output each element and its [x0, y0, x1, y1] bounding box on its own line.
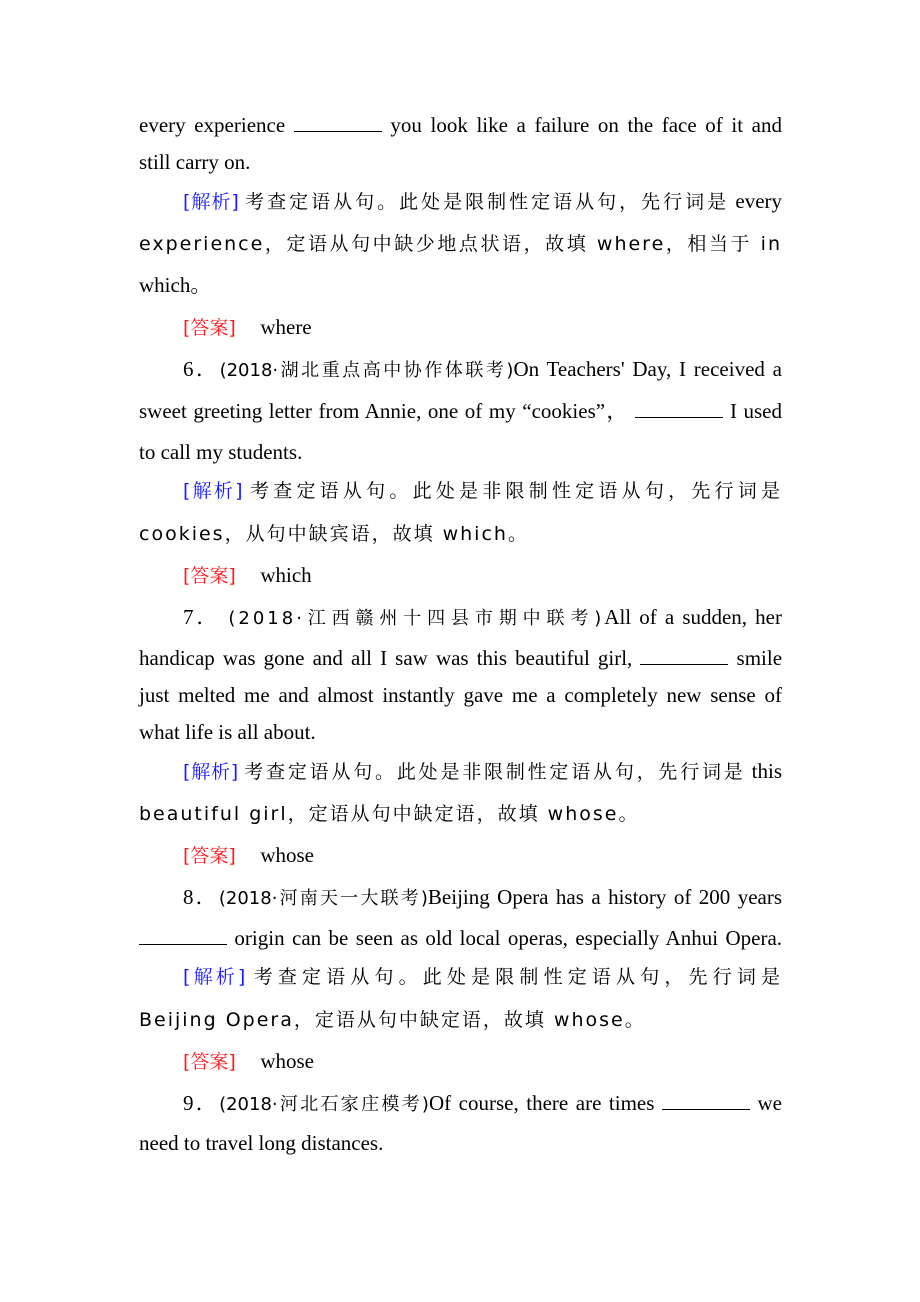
answer-blank — [294, 113, 382, 132]
answer-blank — [139, 926, 227, 945]
q8-stem-line-1 — [183, 885, 782, 909]
question-text: I used — [729, 399, 783, 423]
q5-analysis-line-3 — [139, 273, 211, 297]
q6-analysis-line-2 — [139, 521, 529, 545]
question-source: (2018·江西赣州十四县市期中联考) — [228, 608, 605, 629]
question-text: smile — [736, 646, 783, 670]
analysis-text: this — [751, 759, 782, 783]
question-text: origin can be seen as old local operas, especially Anhui Opera. — [234, 926, 783, 950]
q8-analysis-line-1 — [183, 964, 782, 988]
answer-text: whose — [260, 843, 314, 867]
q6-answer — [183, 563, 312, 587]
question-source: (2018·河北石家庄模考) — [219, 1094, 429, 1115]
question-text: All of a sudden, her — [604, 605, 782, 629]
analysis-text: experience，定语从句中缺少地点状语，故填 where，相当于 in — [139, 233, 782, 255]
analysis-text: which。 — [139, 273, 212, 297]
answer-text: where — [260, 315, 312, 339]
question-text: Of course, there are times — [428, 1091, 655, 1115]
answer-blank — [662, 1091, 750, 1110]
question-number: 7． — [183, 605, 221, 629]
answer-label: [答案] — [183, 317, 236, 339]
q6-stem-line-2 — [139, 399, 782, 423]
answer-label: [答案] — [183, 565, 236, 587]
question-number: 6． — [183, 357, 220, 381]
q5-analysis-line-2 — [139, 231, 782, 255]
question-text: handicap was gone and all I saw was this beautiful girl, — [139, 646, 633, 670]
analysis-text: every — [735, 189, 783, 213]
answer-text: whose — [260, 1049, 314, 1073]
q5-stem-line-1 — [139, 113, 782, 137]
q5-answer — [183, 315, 312, 339]
analysis-text: 考查定语从句。此处是限制性定语从句，先行词是 — [253, 966, 782, 988]
q7-stem-line-2 — [139, 646, 782, 670]
q9-stem-line-2: need to travel long distances. — [139, 1131, 384, 1155]
analysis-text: Beijing Opera，定语从句中缺定语，故填 whose。 — [139, 1009, 646, 1031]
question-number: 9． — [183, 1091, 220, 1115]
q8-stem-line-2 — [139, 926, 782, 950]
q7-analysis-line-1 — [183, 759, 782, 783]
q7-answer — [183, 843, 314, 867]
answer-blank — [635, 399, 723, 418]
question-number: 8． — [183, 885, 219, 909]
question-text: sweet greeting letter from Annie, one of my “cookies”， — [139, 399, 629, 423]
q7-analysis-line-2 — [139, 801, 639, 825]
q5-stem-line-2: still carry on. — [139, 150, 251, 174]
answer-label: [答案] — [183, 1051, 236, 1073]
q7-stem-line-4: what life is all about. — [139, 720, 316, 744]
q8-answer — [183, 1049, 314, 1073]
analysis-label: [解析] — [183, 966, 246, 988]
q7-stem-line-3: just melted me and almost instantly gave me a completely new sense of — [139, 683, 782, 707]
analysis-label: [解析] — [183, 480, 243, 502]
analysis-text: 考查定语从句。此处是非限制性定语从句，先行词是 — [244, 761, 746, 783]
q6-stem-line-3: to call my students. — [139, 440, 303, 464]
analysis-text: 考查定语从句。此处是非限制性定语从句，先行词是 — [250, 480, 782, 502]
answer-text: which — [260, 563, 312, 587]
q5-analysis-line-1 — [183, 189, 782, 213]
question-text: Beijing Opera has a history of 200 years — [427, 885, 783, 909]
q6-stem-line-1 — [183, 357, 782, 381]
analysis-text: 考查定语从句。此处是限制性定语从句，先行词是 — [245, 191, 730, 213]
q8-analysis-line-2 — [139, 1007, 646, 1031]
q7-stem-line-1 — [183, 605, 782, 629]
question-source: (2018·河南天一大联考) — [218, 888, 428, 909]
answer-label: [答案] — [183, 845, 236, 867]
q9-stem-line-1 — [183, 1091, 782, 1115]
answer-blank — [640, 646, 728, 665]
q5-text: you look like a failure on the face of it and — [390, 113, 782, 137]
q5-text: every experience — [139, 113, 286, 137]
analysis-text: beautiful girl，定语从句中缺定语，故填 whose。 — [139, 803, 640, 825]
analysis-text: cookies，从句中缺宾语，故填 which。 — [139, 523, 529, 545]
question-text: On Teachers' Day, I received a — [513, 357, 783, 381]
question-source: (2018·湖北重点高中协作体联考) — [219, 360, 514, 381]
q6-analysis-line-1 — [183, 478, 782, 502]
analysis-label: [解析] — [183, 191, 239, 213]
question-text: we — [757, 1091, 783, 1115]
analysis-label: [解析] — [183, 761, 239, 783]
